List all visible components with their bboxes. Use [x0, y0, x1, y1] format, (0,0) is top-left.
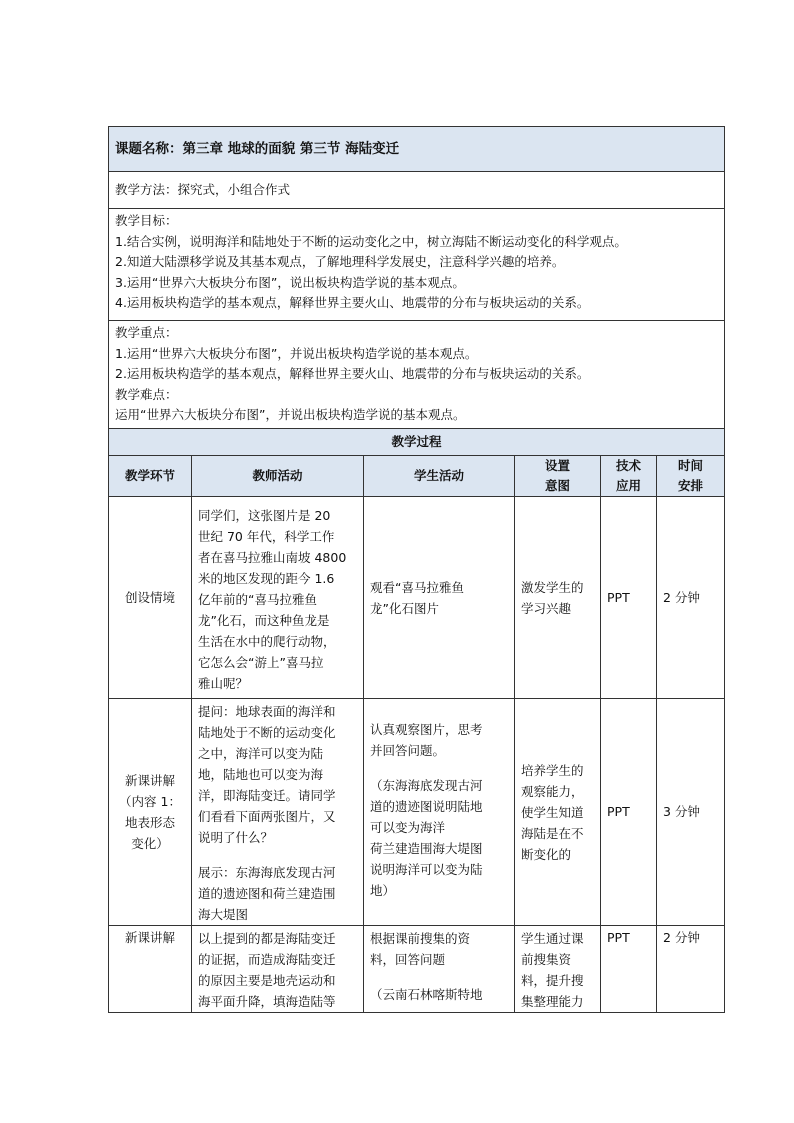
time-cell: 2 分钟 — [657, 497, 725, 699]
stage-cell: 新课讲解 — [109, 926, 192, 1013]
key-item: 1.运用“世界六大板块分布图”，并说出板块构造学说的基本观点。 — [115, 345, 478, 361]
student-activity-cell: 根据课前搜集的资 料，回答问题 （云南石林喀斯特地 — [364, 926, 515, 1013]
goal-item: 3.运用“世界六大板块分布图”，说出板块构造学说的基本观点。 — [115, 274, 465, 290]
table-row — [109, 926, 725, 1013]
intent-cell: 培养学生的 观察能力， 使学生知道 海陆是在不 断变化的 — [515, 699, 601, 926]
process-title: 教学过程 — [109, 429, 725, 456]
teacher-activity-cell: 同学们，这张图片是 20 世纪 70 年代，科学工作 者在喜马拉雅山南坡 4800 米的地区发现的距今 1.6 亿年前的“喜马拉雅鱼 龙”化石，而这种鱼龙是 生活在水中的爬行动物， 它怎么会“游上”喜马拉 雅山呢？ — [192, 497, 364, 699]
tech-cell: PPT — [601, 699, 657, 926]
teaching-goals — [109, 209, 725, 321]
goal-item: 4.运用板块构造学的基本观点，解释世界主要火山、地震带的分布与板块运动的关系。 — [115, 295, 590, 310]
teaching-method: 教学方法：探究式，小组合作式 — [109, 172, 725, 209]
student-activity-cell: 认真观察图片，思考 并回答问题。 （东海海底发现古河 道的遗迹图说明陆地 可以变为海洋 荷兰建造围海大堤图 说明海洋可以变为陆 地） — [364, 699, 515, 926]
header-teacher: 教师活动 — [192, 456, 364, 497]
goal-item: 1.结合实例，说明海洋和陆地处于不断的运动变化之中，树立海陆不断运动变化的科学观点。 — [115, 233, 627, 249]
tech-cell: PPT — [601, 926, 657, 1013]
key-row — [109, 321, 725, 429]
intent-cell: 学生通过课 前搜集资 料，提升搜 集整理能力 — [515, 926, 601, 1013]
process-title-row — [109, 429, 725, 456]
table-row — [109, 699, 725, 926]
time-cell: 2 分钟 — [657, 926, 725, 1013]
key-item: 2.运用板块构造学的基本观点，解释世界主要火山、地震带的分布与板块运动的关系。 — [115, 366, 590, 381]
teaching-key-points — [109, 321, 725, 429]
table-row — [109, 497, 725, 699]
intent-cell: 激发学生的 学习兴趣 — [515, 497, 601, 699]
student-activity-cell: 观看“喜马拉雅鱼 龙”化石图片 — [364, 497, 515, 699]
stage-cell: 新课讲解 （内容 1： 地表形态 变化） — [109, 699, 192, 926]
method-row — [109, 172, 725, 209]
time-cell: 3 分钟 — [657, 699, 725, 926]
header-time: 时间 安排 — [657, 456, 725, 497]
key-heading: 教学重点： — [115, 325, 178, 340]
header-stage: 教学环节 — [109, 456, 192, 497]
lesson-plan-sheet — [108, 126, 724, 1013]
teacher-activity-cell: 提问：地球表面的海洋和 陆地处于不断的运动变化 之中，海洋可以变为陆 地，陆地也可以变为海 洋，即海陆变迁。请同学 们看看下面两张图片，又 说明了什么？ 展示：东海海底发现古河 道的遗迹图和荷兰建造围 海大堤图 — [192, 699, 364, 926]
goals-heading: 教学目标： — [115, 213, 178, 228]
header-tech: 技术 应用 — [601, 456, 657, 497]
header-intent: 设置 意图 — [515, 456, 601, 497]
column-header-row — [109, 456, 725, 497]
goal-item: 2.知道大陆漂移学说及其基本观点，了解地理科学发展史，注意科学兴趣的培养。 — [115, 254, 565, 269]
difficulty-item: 运用“世界六大板块分布图”，并说出板块构造学说的基本观点。 — [115, 407, 466, 422]
title-row — [109, 127, 725, 172]
lesson-title: 课题名称：第三章 地球的面貌 第三节 海陆变迁 — [109, 127, 725, 172]
goals-row — [109, 209, 725, 321]
lesson-plan-table — [108, 126, 725, 1013]
teacher-activity-cell: 以上提到的都是海陆变迁 的证据，而造成海陆变迁 的原因主要是地壳运动和 海平面升降，填海造陆等 — [192, 926, 364, 1013]
stage-cell: 创设情境 — [109, 497, 192, 699]
header-student: 学生活动 — [364, 456, 515, 497]
tech-cell: PPT — [601, 497, 657, 699]
difficulty-heading: 教学难点： — [115, 386, 178, 402]
